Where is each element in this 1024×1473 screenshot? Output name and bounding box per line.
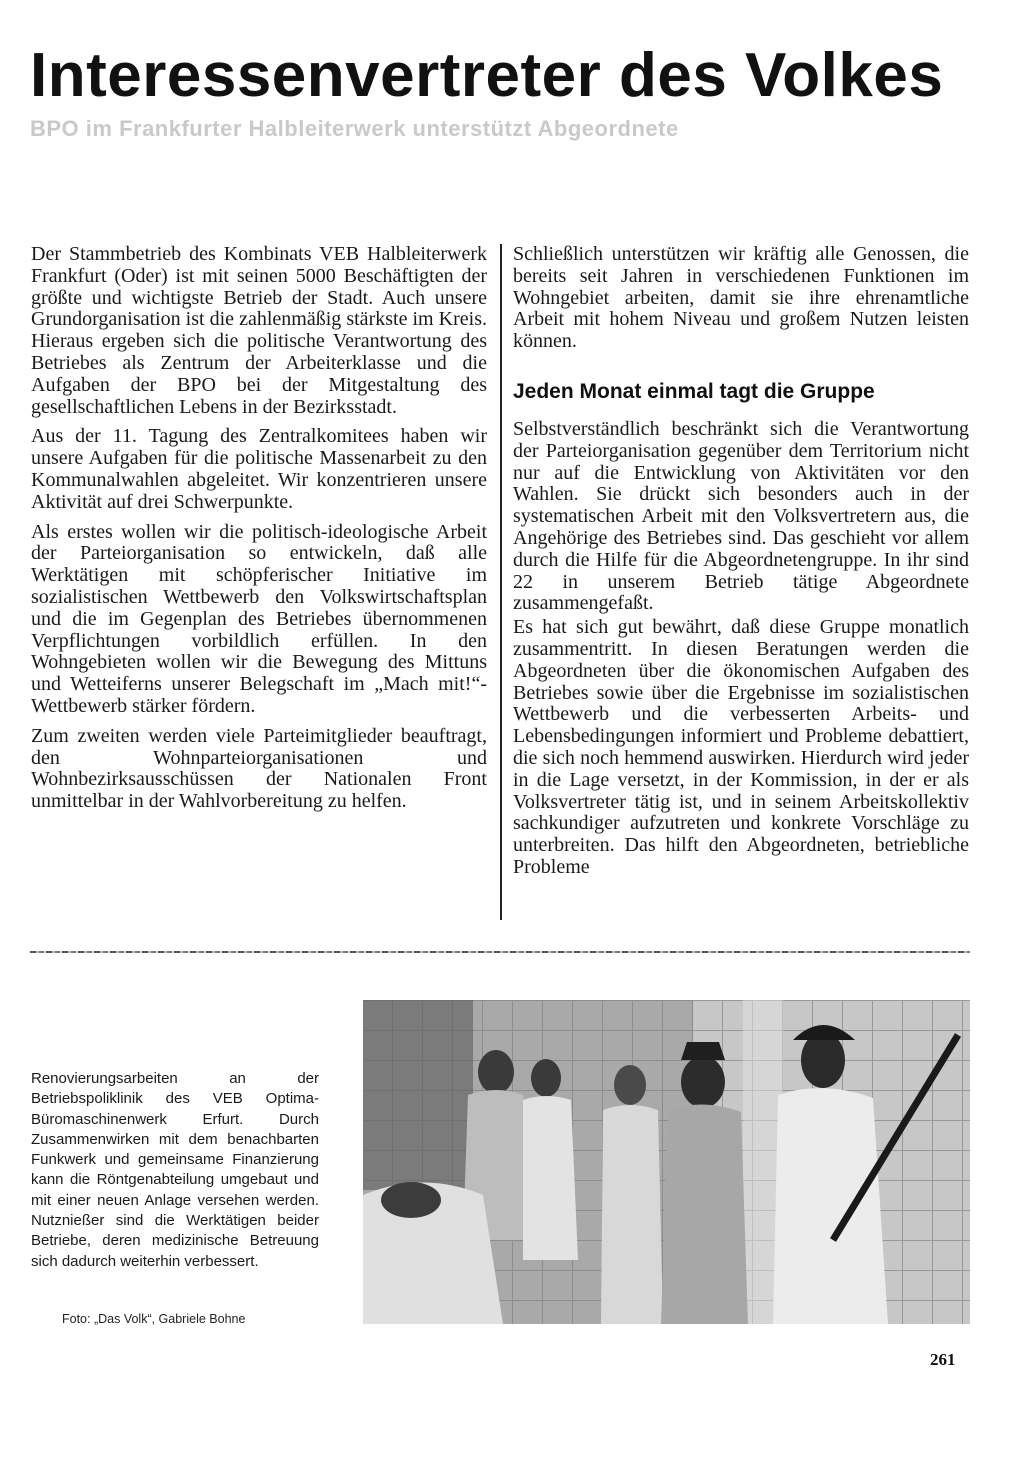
photo xyxy=(363,1000,970,1324)
page-number: 261 xyxy=(930,1350,956,1369)
photo-caption: Renovierungsarbeiten an der Betriebspoliklinik des VEB Optima-Büromaschinenwerk Erfurt. Durch Zusammenwirken mit dem benachbarten Funkwerk und gemeinsame Finanzierung kann die Röntgenabteilung umgebaut und mit einer neuen Anlage versehen werden. Nutznießer sind die Werktätigen beider Betriebe, deren medizinische Betreuung sich dadurch weiterhin verbessert. xyxy=(31,1070,319,1270)
paragraph: Als erstes wollen wir die politisch-ideologische Arbeit der Parteiorganisation so entwickeln, daß alle Werktätigen mit schöpferischer Initiative im sozialistischen Wettbewerb den Volkswirtschaftsplan und die im Gegenplan des Betriebes übernommenen Verpflichtungen vorbildlich erfüllen. In den Wohngebieten wollen wir die Bewegung des Mittuns und Wetteiferns unserer Belegschaft im „Mach mit!“-Wettbewerb stärker fördern. xyxy=(31,520,487,717)
subtitle: BPO im Frankfurter Halbleiterwerk unterstützt Abgeordnete xyxy=(30,116,679,141)
left-column xyxy=(31,244,487,821)
photo-image xyxy=(363,1000,970,1324)
section-heading: Jeden Monat einmal tagt die Gruppe xyxy=(513,379,875,403)
paragraph: Der Stammbetrieb des Kombinats VEB Halbleiterwerk Frankfurt (Oder) ist mit seinen 5000 Beschäftigten der größte und wichtigste Betrieb der Stadt. Auch unsere Grundorganisation ist die zahlenmäßig stärkste im Kreis. Hieraus ergeben sich die politische Verantwortung des Betriebes als Zentrum der Arbeiterklasse und die Aufgaben der BPO bei der Mitgestaltung des gesellschaftlichen Lebens in der Bezirksstadt. xyxy=(31,243,487,418)
right-column xyxy=(513,244,969,887)
column-divider xyxy=(500,244,502,920)
paragraph: Aus der 11. Tagung des Zentralkomitees haben wir unsere Aufgaben für die politische Massenarbeit zu den Kommunalwahlen abgeleitet. Wir konzentrieren unsere Aktivität auf drei Schwerpunkte. xyxy=(31,425,487,513)
paragraph: Es hat sich gut bewährt, daß diese Gruppe monatlich zusammentritt. In diesen Beratungen werden die Abgeordneten über die ökonomischen Aufgaben des Betriebes sowie über die Ergebnisse im sozialistischen Wettbewerb und die verbesserten Arbeits- und Lebensbedingungen informiert und Probleme debattiert, die sich noch hemmend auswirken. Hierdurch wird jeder in die Lage versetzt, in der Kommission, in der er als Volksvertreter tätig ist, und in seinem Arbeitskollektiv sachkundiger aufzutreten und konkrete Vorschläge zu unterbreiten. Das hilft den Abgeordneten, betriebliche Probleme xyxy=(513,616,969,878)
paragraph: Zum zweiten werden viele Parteimitglieder beauftragt, den Wohnparteiorganisationen und Wohnbezirksausschüssen der Nationalen Front unmittelbar in der Wahlvorbereitung zu helfen. xyxy=(31,724,487,813)
photo-credit: Foto: „Das Volk“, Gabriele Bohne xyxy=(62,1312,246,1326)
paragraph: Selbstverständlich beschränkt sich die Verantwortung der Parteiorganisation gegenüber dem Territorium nicht nur auf die Entwicklung von Aktivitäten vor den Wahlen. Sie drückt sich besonders auch in der systematischen Arbeit mit den Volksvertretern aus, die Angehörige des Betriebes sind. Das geschieht vor allem durch die Hilfe für die Abgeordnetengruppe. In ihr sind 22 in unserem Betrieb tätige Abgeordnete zusammengefaßt. xyxy=(513,417,969,615)
paragraph: Schließlich unterstützen wir kräftig alle Genossen, die bereits seit Jahren in verschiedenen Funktionen im Wohngebiet arbeiten, damit sie ihre ehrenamtliche Arbeit mit hohem Niveau und großem Nutzen leisten können. xyxy=(513,243,969,353)
section-separator xyxy=(30,951,970,953)
headline: Interessenvertreter des Volkes xyxy=(30,41,944,110)
